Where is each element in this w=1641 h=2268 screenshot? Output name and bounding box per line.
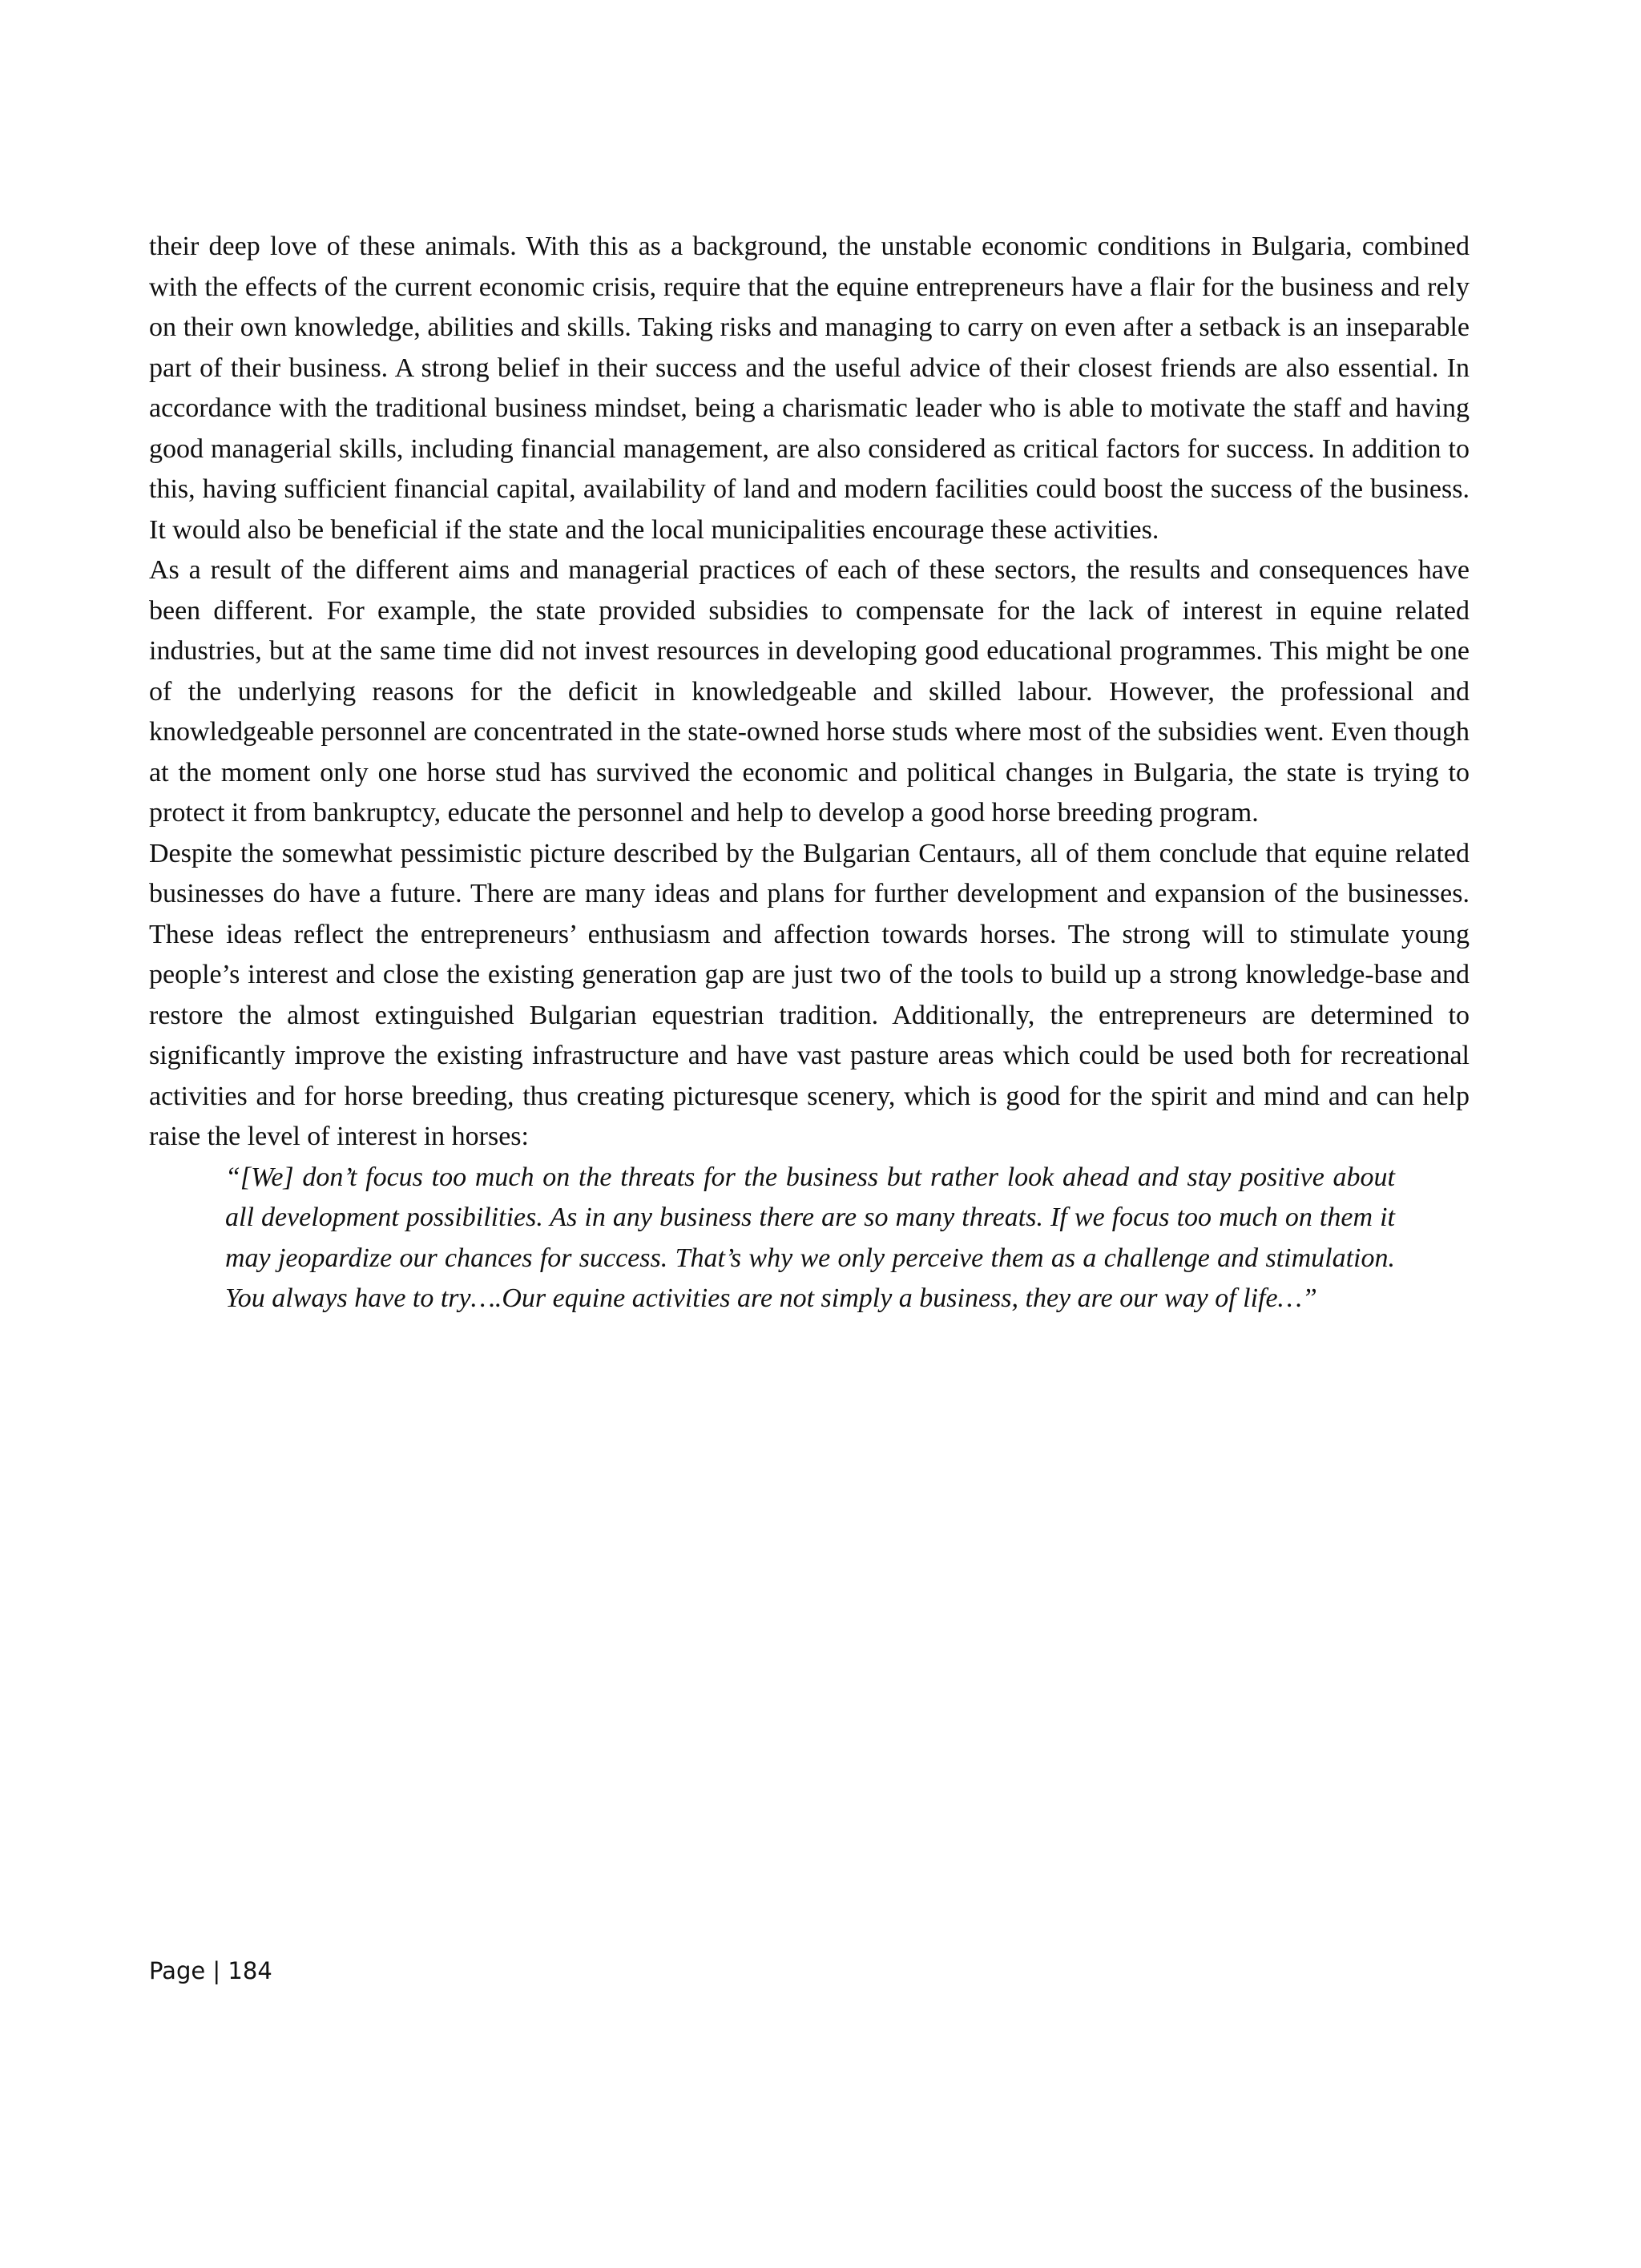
paragraph-3: Despite the somewhat pessimistic picture described by the Bulgarian Centaurs, all of them conclude that equine related businesses do have a future. There are many ideas and plans for further development and expansion of the businesses. These ideas reflect the entrepreneurs’ enthusiasm and affection towards horses. The strong will to stimulate young people’s interest and close the existing generation gap are just two of the tools to build up a strong knowledge-base and restore the almost extinguished Bulgarian equestrian tradition. Additionally, the entrepreneurs are determined to significantly improve the existing infrastructure and have vast pasture areas which could be used both for recreational activities and for horse breeding, thus creating picturesque scenery, which is good for the spirit and mind and can help raise the level of interest in horses: [149,838,1470,1151]
body-text [149,227,1470,1319]
paragraph-1: their deep love of these animals. With this as a background, the unstable economic conditions in Bulgaria, combined with the effects of the current economic crisis, require that the equine entrepreneurs have a flair for the business and rely on their own knowledge, abilities and skills. Taking risks and managing to carry on even after a setback is an inseparable part of their business. A strong belief in their success and the useful advice of their closest friends are also essential. In accordance with the traditional business mindset, being a charismatic leader who is able to motivate the staff and having good managerial skills, including financial management, are also considered as critical factors for success. In addition to this, having sufficient financial capital, availability of land and modern facilities could boost the success of the business. It would also be beneficial if the state and the local municipalities encourage these activities. [149,232,1470,545]
page-number-footer: Page | 184 [149,1957,272,1984]
interview-quote: “[We] don’t focus too much on the threats for the business but rather look ahead and stay positive about all development possibilities. As in any business there are so many threats. If we focus too much on them it may jeopardize our chances for success. That’s why we only perceive them as a challenge and stimulation. You always have to try….Our equine activities are not simply a business, they are our way of life…” [225,1162,1395,1313]
paragraph-2: As a result of the different aims and managerial practices of each of these sectors, the results and consequences have been different. For example, the state provided subsidies to compensate for the lack of interest in equine related industries, but at the same time did not invest resources in developing good educational programmes. This might be one of the underlying reasons for the deficit in knowledgeable and skilled labour. However, the professional and knowledgeable personnel are concentrated in the state-owned horse studs where most of the subsidies went. Even though at the moment only one horse stud has survived the economic and political changes in Bulgaria, the state is trying to protect it from bankruptcy, educate the personnel and help to develop a good horse breeding program. [149,555,1470,828]
